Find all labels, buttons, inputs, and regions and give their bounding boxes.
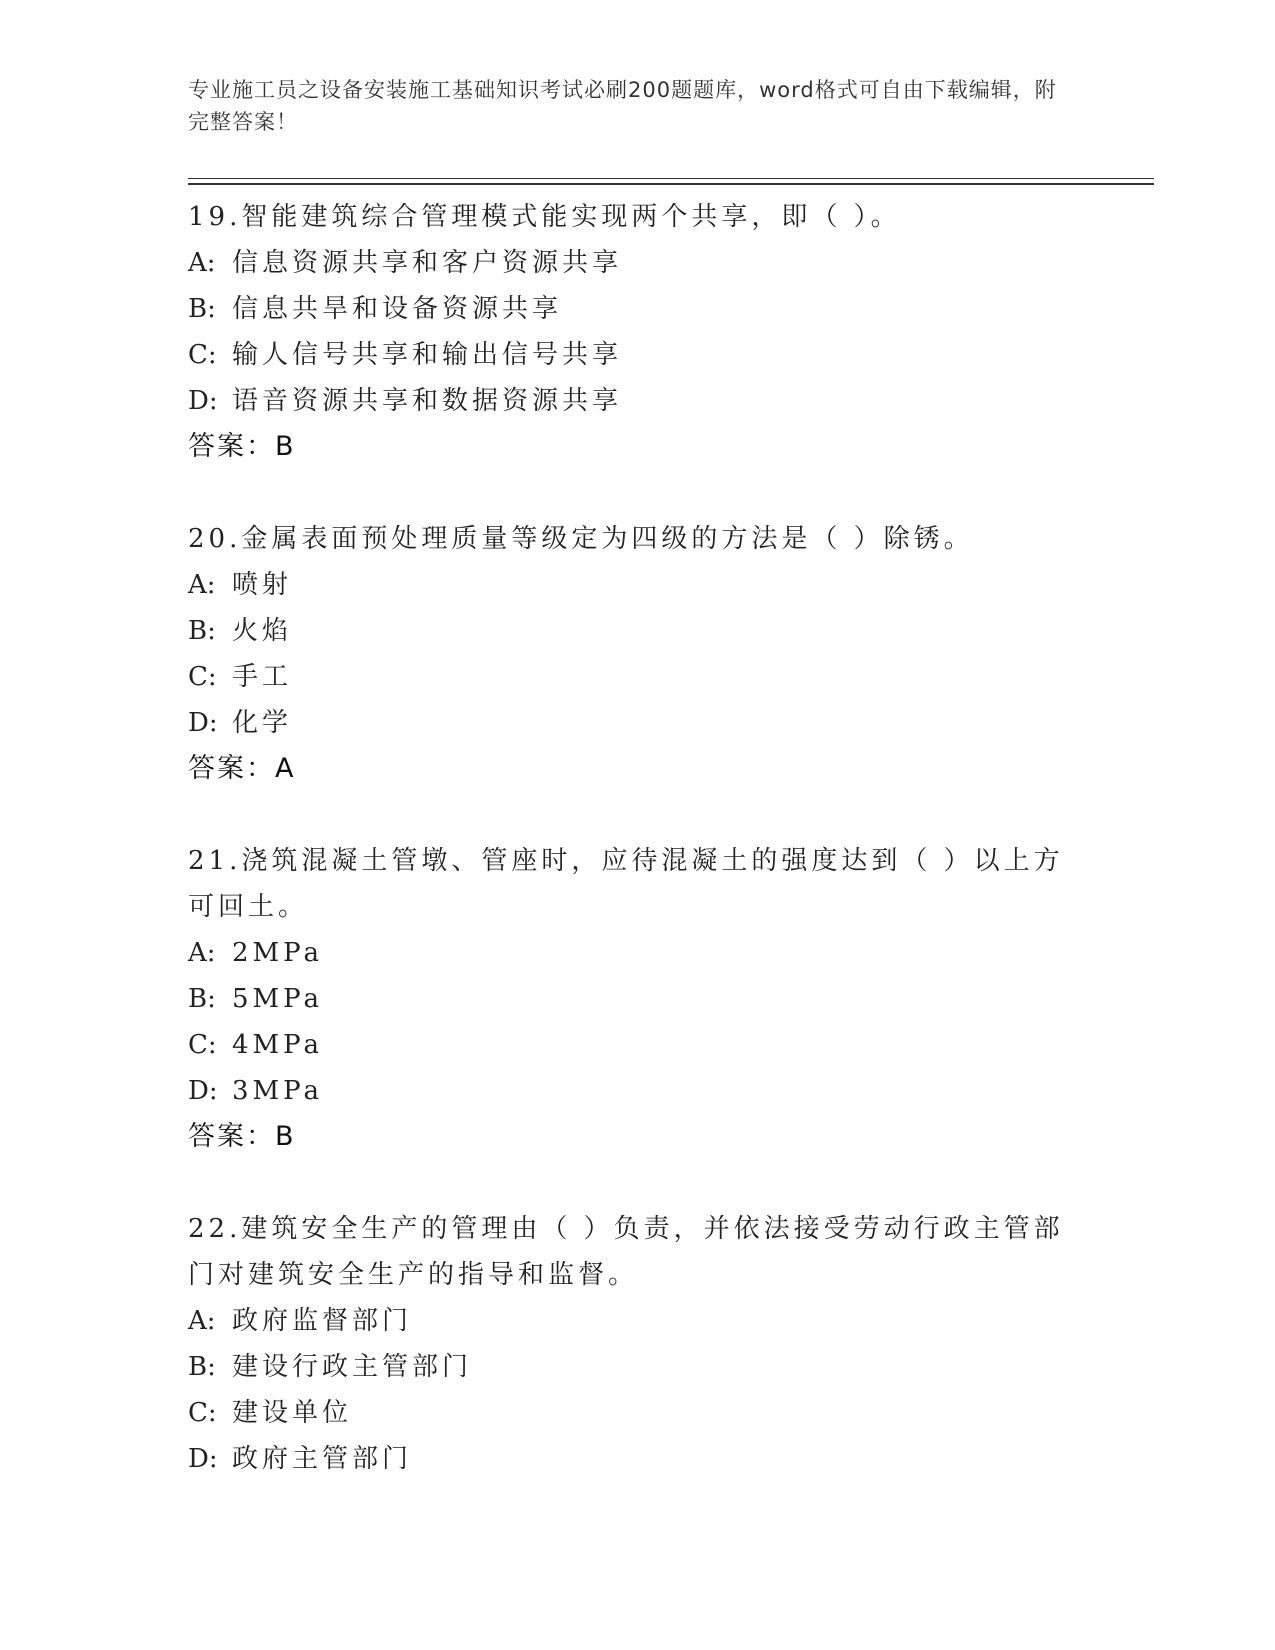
option-a: A: 喷射 xyxy=(188,570,293,600)
question-21 xyxy=(188,838,1088,1160)
option-d: D: 政府主管部门 xyxy=(188,1444,413,1474)
answer-line: 答案：A xyxy=(188,753,296,784)
question-20 xyxy=(188,516,1088,792)
answer-line: 答案：B xyxy=(188,1121,296,1152)
question-list xyxy=(188,188,1088,1482)
option-c: C: 手工 xyxy=(188,662,293,692)
option-d: D: 语音资源共享和数据资源共享 xyxy=(188,386,623,416)
option-b: B: 建设行政主管部门 xyxy=(188,1352,473,1382)
question-19 xyxy=(188,194,1088,470)
option-c: C: 建设单位 xyxy=(188,1398,353,1428)
option-c: C: 4MPa xyxy=(188,1030,323,1060)
option-d: D: 3MPa xyxy=(188,1076,323,1106)
option-a: A: 政府监督部门 xyxy=(188,1306,413,1336)
question-stem: 22.建筑安全生产的管理由（ ）负责，并依法接受劳动行政主管部门对建筑安全生产的指导和监督。 xyxy=(188,1214,1064,1290)
document-header: 专业施工员之设备安装施工基础知识考试必刷200题题库，word格式可自由下载编辑，附完整答案！ xyxy=(188,78,1057,134)
option-b: B: 信息共旱和设备资源共享 xyxy=(188,294,563,324)
option-b: B: 火焰 xyxy=(188,616,293,646)
question-stem: 20.金属表面预处理质量等级定为四级的方法是（ ）除锈。 xyxy=(188,524,974,554)
answer-line: 答案：B xyxy=(188,431,296,462)
option-a: A: 信息资源共享和客户资源共享 xyxy=(188,248,623,278)
option-b: B: 5MPa xyxy=(188,984,323,1014)
option-a: A: 2MPa xyxy=(188,938,323,968)
question-stem: 21.浇筑混凝土管墩、管座时，应待混凝土的强度达到（ ）以上方可回土。 xyxy=(188,846,1064,922)
question-22 xyxy=(188,1206,1088,1482)
option-c: C: 输人信号共享和输出信号共享 xyxy=(188,340,623,370)
question-stem: 19.智能建筑综合管理模式能实现两个共享，即（ ）。 xyxy=(188,202,901,232)
header-rule-thin xyxy=(188,178,1154,179)
option-d: D: 化学 xyxy=(188,708,293,738)
header-rule-thick xyxy=(188,183,1154,185)
